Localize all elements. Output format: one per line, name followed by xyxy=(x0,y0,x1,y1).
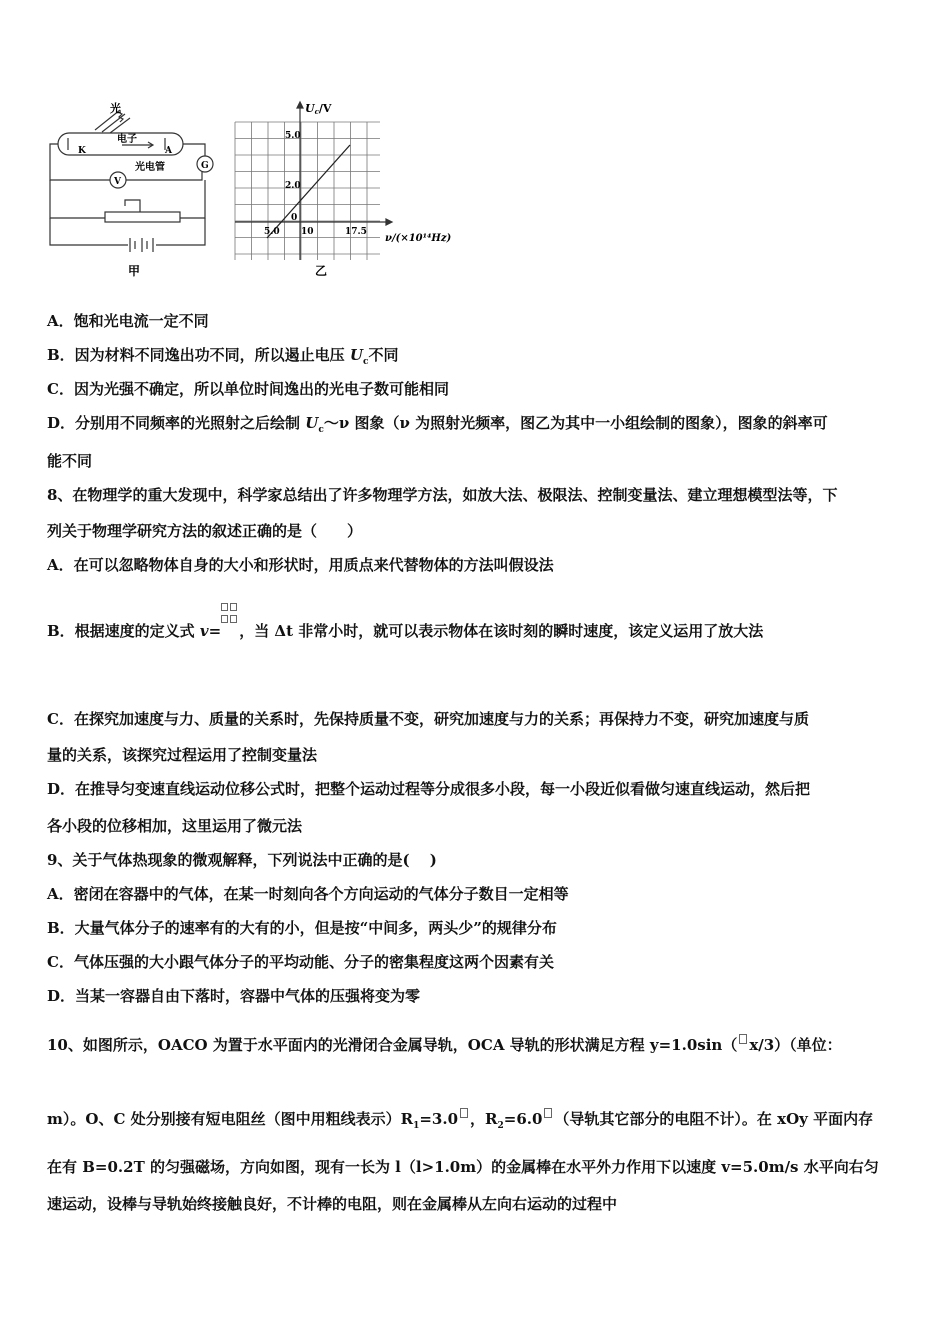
wire-left xyxy=(50,180,105,218)
q7-b-text: B．因为材料不同逸出功不同，所以遏止电压 xyxy=(47,346,350,364)
q10-l1-post: x/3）（单位： xyxy=(749,1036,842,1054)
q7-option-b xyxy=(47,345,399,372)
rheostat xyxy=(105,212,180,222)
fraction-placeholder-icon xyxy=(221,622,239,642)
q10-line-2 xyxy=(47,1108,873,1136)
x-tick-17-5: 17.5 xyxy=(345,227,367,237)
electrode-A: A xyxy=(165,146,172,156)
q10-l2-d: =6.0 xyxy=(503,1110,543,1128)
q10-l2-c: ，R xyxy=(470,1110,498,1128)
q10-line-3: 在有 B=0.2T 的匀强磁场，方向如图，现有一长为 l（l>1.0m）的金属棒在水平外力作用下以速度 v=5.0m/s 水平向右匀 xyxy=(47,1158,879,1176)
electron-label: 电子 xyxy=(117,134,137,145)
q8-option-d-2: 各小段的位移相加，这里运用了微元法 xyxy=(47,817,303,835)
q7-d-var: U xyxy=(305,414,319,432)
q8-stem-2: 列关于物理学研究方法的叙述正确的是（ ） xyxy=(47,522,363,540)
q7-d-mid: ～ν 图象（ν 为照射光频率，图乙为其中一小组绘制的图象），图象的斜率可 xyxy=(323,414,828,432)
q8-option-c-1: C．在探究加速度与力、质量的关系时，先保持质量不变，研究加速度与力的关系；再保持力不变，研究加速度与质 xyxy=(47,710,809,728)
caption-yi: 乙 xyxy=(315,264,328,278)
q10-l2-e: （导轨其它部分的电阻不计）。在 xOy 平面内存 xyxy=(554,1110,874,1128)
wire-loop-upper xyxy=(50,144,202,180)
q8-b-var: v xyxy=(199,622,209,640)
ohm-placeholder-icon xyxy=(544,1108,552,1118)
figure-photoelectric xyxy=(40,100,470,289)
q8-b-text: B．根据速度的定义式 xyxy=(47,622,200,640)
q10-l2-b: =3.0 xyxy=(419,1110,459,1128)
q10-r1-sub: 1 xyxy=(413,1121,420,1131)
missing-symbol-icon xyxy=(739,1034,747,1044)
q10-l1-pre: 10、如图所示，OACO 为置于水平面内的光滑闭合金属导轨，OCA 导轨的形状满足方程 y=1.0sin（ xyxy=(47,1036,738,1054)
q9-option-d: D．当某一容器自由下落时，容器中气体的压强将变为零 xyxy=(47,987,421,1005)
q8-option-d-1: D．在推导匀变速直线运动位移公式时，把整个运动过程等分成很多小段，每一小段近似看做匀速直线运动，然后把 xyxy=(47,780,811,798)
x-axis-arrow xyxy=(386,219,392,225)
y-tick-5: 5.0 xyxy=(285,131,301,141)
y-tick-2: 2.0 xyxy=(285,181,301,191)
q10-r2-sub: 2 xyxy=(497,1121,504,1131)
caption-jia: 甲 xyxy=(128,264,141,278)
q7-option-d-cont: 能不同 xyxy=(47,452,93,470)
q10-line-4: 速运动，设棒与导轨始终接触良好，不计棒的电阻，则在金属棒从左向右运动的过程中 xyxy=(47,1195,618,1213)
q8-option-c-2: 量的关系，该探究过程运用了控制变量法 xyxy=(47,746,318,764)
G-label: G xyxy=(201,161,209,171)
q7-b-var: U xyxy=(349,346,363,364)
ohm-placeholder-icon xyxy=(460,1108,468,1118)
q7-option-a: A．饱和光电流一定不同 xyxy=(47,312,209,330)
tube-label: 光电管 xyxy=(135,162,165,173)
circuit-diagram xyxy=(50,110,213,252)
graph-grid xyxy=(235,122,380,260)
q9-stem: 9、关于气体热现象的微观解释，下列说法中正确的是( ) xyxy=(47,851,437,869)
q9-option-a: A．密闭在容器中的气体，在某一时刻向各个方向运动的气体分子数目一定相等 xyxy=(47,885,569,903)
q7-d-sub: c xyxy=(318,425,324,435)
light-label: 光 xyxy=(110,102,121,115)
q8-b-post: ，当 Δt 非常小时，就可以表示物体在该时刻的瞬时速度，该定义运用了放大法 xyxy=(239,622,764,640)
q7-d-text: D．分别用不同频率的光照射之后绘制 xyxy=(47,414,306,432)
figure-svg xyxy=(40,100,470,285)
x-tick-5: 5.0 xyxy=(264,227,280,237)
x-axis-label: ν/(×10¹⁴Hz) xyxy=(385,233,452,244)
y-axis-arrow xyxy=(297,102,303,108)
q8-b-eq: = xyxy=(208,622,222,640)
q7-option-c: C．因为光强不确定，所以单位时间逸出的光电子数可能相同 xyxy=(47,380,449,398)
q9-option-c: C．气体压强的大小跟气体分子的平均动能、分子的密集程度这两个因素有关 xyxy=(47,953,554,971)
V-label: V xyxy=(114,177,121,187)
x-tick-10: 10 xyxy=(301,227,314,237)
battery xyxy=(130,238,153,252)
q7-option-d xyxy=(47,413,828,440)
q8-option-b xyxy=(47,621,763,642)
q9-option-b: B．大量气体分子的速率有的大有的小，但是按“中间多，两头少”的规律分布 xyxy=(47,919,557,937)
y-axis-label: Uc/V xyxy=(305,102,332,116)
q10-l2-a: m）。O、C 处分别接有短电阻丝（图中用粗线表示）R xyxy=(47,1110,414,1128)
uc-nu-line xyxy=(267,145,350,238)
q7-b-post: 不同 xyxy=(368,346,399,364)
origin-label: 0 xyxy=(291,213,298,223)
q8-option-a: A．在可以忽略物体自身的大小和形状时，用质点来代替物体的方法叫假设法 xyxy=(47,556,554,574)
q7-b-sub: c xyxy=(363,357,369,367)
electrode-K: K xyxy=(78,146,86,156)
q10-line-1 xyxy=(47,1034,842,1055)
q8-stem-1: 8、在物理学的重大发现中，科学家总结出了许多物理学方法，如放大法、极限法、控制变量法、建立理想模型法等，下 xyxy=(47,486,838,504)
